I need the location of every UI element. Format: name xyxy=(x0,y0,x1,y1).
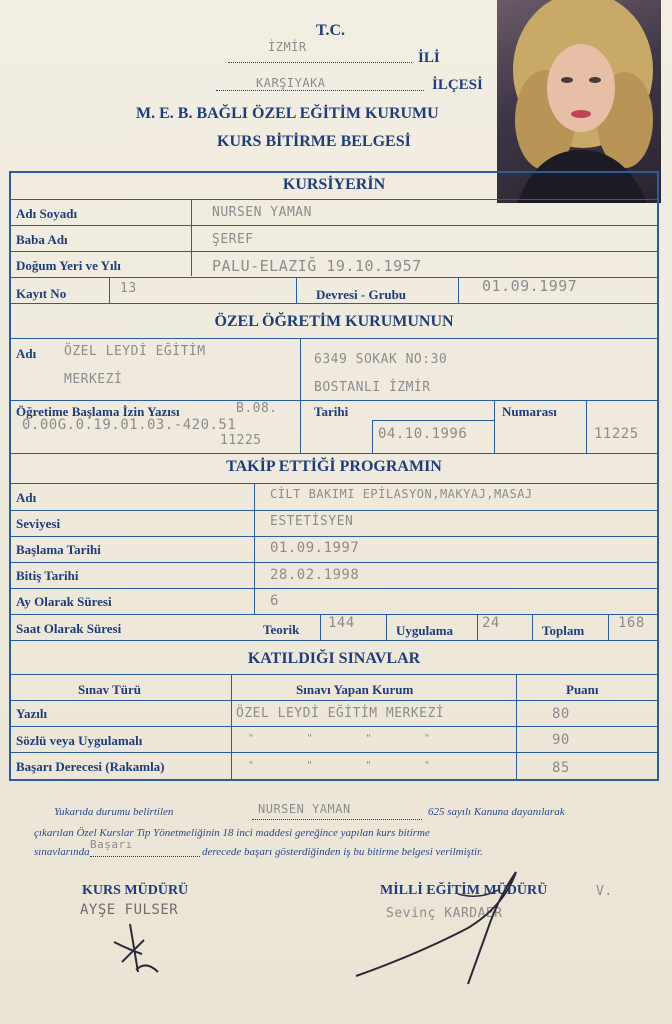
exam-row-3-type: Başarı Derecesi (Rakamla) xyxy=(16,759,165,774)
label-numarasi: Numarası xyxy=(502,404,557,419)
value-kurum-adres-2: BOSTANLI İZMİR xyxy=(314,380,431,395)
divider xyxy=(10,674,658,675)
value-ad-soyad: NURSEN YAMAN xyxy=(212,205,312,220)
label-toplam: Toplam xyxy=(542,623,585,638)
ilce-dotted-line xyxy=(216,90,424,91)
divider xyxy=(494,400,495,453)
kurs-muduru-name: AYŞE FULSER xyxy=(80,902,179,918)
milli-egitim-signature xyxy=(348,858,538,988)
label-tarihi: Tarihi xyxy=(314,404,349,419)
milli-egitim-suffix: V. xyxy=(596,884,613,899)
value-izin-2: 0.00G.0.19.01.03.-420.51 xyxy=(22,417,237,433)
value-bitis: 28.02.1998 xyxy=(270,567,360,583)
value-seviye: ESTETİSYEN xyxy=(270,514,354,529)
exam-row-2-kurum: " " " " xyxy=(248,733,431,744)
divider xyxy=(10,588,658,589)
label-program-adi: Adı xyxy=(16,490,37,505)
divider xyxy=(10,483,658,484)
divider xyxy=(10,251,658,252)
divider xyxy=(109,277,110,303)
footer-line-3a: sınavlarında xyxy=(34,846,90,858)
ilce-label: İLÇESİ xyxy=(432,77,483,93)
value-izin-1: B.08. xyxy=(236,401,278,416)
value-baslama: 01.09.1997 xyxy=(270,540,360,556)
label-devre: Devresi - Grubu xyxy=(316,287,407,302)
divider xyxy=(10,562,658,563)
label-baba-adi: Baba Adı xyxy=(16,232,68,247)
label-kayit-no: Kayıt No xyxy=(16,286,67,301)
kurs-muduru-title: KURS MÜDÜRÜ xyxy=(82,883,189,898)
footer-basari: Başarı xyxy=(90,838,133,851)
value-uygulama: 24 xyxy=(482,615,500,631)
divider xyxy=(10,700,658,701)
divider xyxy=(372,420,373,453)
divider xyxy=(191,200,192,276)
divider xyxy=(10,640,658,641)
divider xyxy=(10,726,658,727)
footer-line-3b: derecede başarı gösterdiğinden iş bu bitirme belgesi verilmiştir. xyxy=(202,846,483,858)
footer-line-2: çıkarılan Özel Kurslar Tip Yönetmeliğinin 18 inci maddesi gereğince yapılan kurs bitirme xyxy=(34,827,430,839)
divider xyxy=(10,225,658,226)
label-uygulama: Uygulama xyxy=(396,623,454,638)
milli-egitim-name: Sevinç KARDAER xyxy=(386,906,503,921)
footer-name-dots xyxy=(252,819,422,820)
exam-row-1-puan: 80 xyxy=(552,706,570,722)
divider xyxy=(458,277,459,303)
value-numarasi: 11225 xyxy=(594,426,639,442)
divider xyxy=(372,420,494,421)
value-teorik: 144 xyxy=(328,615,355,631)
exam-row-3-puan: 85 xyxy=(552,760,570,776)
value-izin-3: 11225 xyxy=(220,433,262,448)
exam-row-1-type: Yazılı xyxy=(16,706,48,721)
divider xyxy=(10,536,658,537)
header-institution: M. E. B. BAĞLI ÖZEL EĞİTİM KURUMU xyxy=(136,105,439,122)
value-kurum-adi-2: MERKEZİ xyxy=(64,372,123,387)
divider xyxy=(10,453,658,454)
kurs-muduru-signature xyxy=(100,910,180,980)
col-sinav-turu: Sınav Türü xyxy=(78,682,141,697)
label-dogum: Doğum Yeri ve Yılı xyxy=(16,258,121,273)
value-baba-adi: ŞEREF xyxy=(212,232,254,247)
milli-egitim-title: MİLLİ EĞİTİM MÜDÜRÜ xyxy=(380,883,548,898)
section-program-title: TAKİP ETTİĞİ PROGRAMIN xyxy=(226,458,442,475)
footer-line-1a: Yukarıda durumu belirtilen xyxy=(54,806,174,818)
exam-row-3-kurum: " " " " xyxy=(248,760,431,771)
value-ay-suresi: 6 xyxy=(270,593,279,609)
value-tarihi: 04.10.1996 xyxy=(378,426,468,442)
divider xyxy=(10,338,658,339)
divider xyxy=(608,614,609,640)
label-bitis: Bitiş Tarihi xyxy=(16,568,79,583)
label-baslama: Başlama Tarihi xyxy=(16,542,101,557)
ilce-value: KARŞIYAKA xyxy=(256,76,326,90)
value-kurum-adi-1: ÖZEL LEYDİ EĞİTİM xyxy=(64,344,206,359)
divider xyxy=(300,338,301,453)
divider xyxy=(10,400,658,401)
label-teorik: Teorik xyxy=(263,622,300,637)
divider xyxy=(254,483,255,615)
divider xyxy=(586,400,587,453)
il-dotted-line xyxy=(228,62,412,63)
divider xyxy=(10,510,658,511)
value-kayit-no: 13 xyxy=(120,281,137,296)
section-sinavlar-title: KATILDIĞI SINAVLAR xyxy=(247,650,421,667)
il-value: İZMİR xyxy=(268,40,307,54)
label-kurum-adi: Adı xyxy=(16,346,37,361)
divider xyxy=(320,614,321,640)
header-tc: T.C. xyxy=(316,22,346,39)
section-kurum-title: ÖZEL ÖĞRETİM KURUMUNUN xyxy=(214,313,454,330)
divider xyxy=(386,614,387,640)
col-sinavi-yapan: Sınavı Yapan Kurum xyxy=(296,682,414,697)
footer-basari-dots xyxy=(90,856,200,857)
divider xyxy=(10,303,658,304)
exam-row-2-puan: 90 xyxy=(552,732,570,748)
label-saat-suresi: Saat Olarak Süresi xyxy=(16,621,122,636)
divider xyxy=(532,614,533,640)
label-seviye: Seviyesi xyxy=(16,516,61,531)
divider xyxy=(10,752,658,753)
value-toplam: 168 xyxy=(618,615,645,631)
value-devre: 01.09.1997 xyxy=(482,277,578,295)
value-program-adi: CİLT BAKIMI EPİLASYON,MAKYAJ,MASAJ xyxy=(270,487,533,501)
value-dogum: PALU-ELAZIĞ 19.10.1957 xyxy=(212,257,422,275)
divider xyxy=(477,614,478,640)
divider xyxy=(10,199,658,200)
label-ay-suresi: Ay Olarak Süresi xyxy=(16,594,112,609)
value-kurum-adres-1: 6349 SOKAK NO:30 xyxy=(314,352,448,367)
divider xyxy=(296,277,297,303)
il-label: İLİ xyxy=(418,50,440,66)
footer-name: NURSEN YAMAN xyxy=(258,802,351,816)
label-ad-soyad: Adı Soyadı xyxy=(16,206,78,221)
exam-row-1-kurum: ÖZEL LEYDİ EĞİTİM MERKEZİ xyxy=(236,706,445,721)
label-izin-yazisi: Öğretime Başlama İzin Yazısı xyxy=(16,404,180,419)
exam-row-2-type: Sözlü veya Uygulamalı xyxy=(16,733,143,748)
footer-line-1b: 625 sayılı Kanuna dayanılarak xyxy=(428,806,565,818)
document-title: KURS BİTİRME BELGESİ xyxy=(217,133,411,150)
section-kursiyer-title: KURSİYERİN xyxy=(282,176,386,193)
col-puani: Puanı xyxy=(566,682,599,697)
